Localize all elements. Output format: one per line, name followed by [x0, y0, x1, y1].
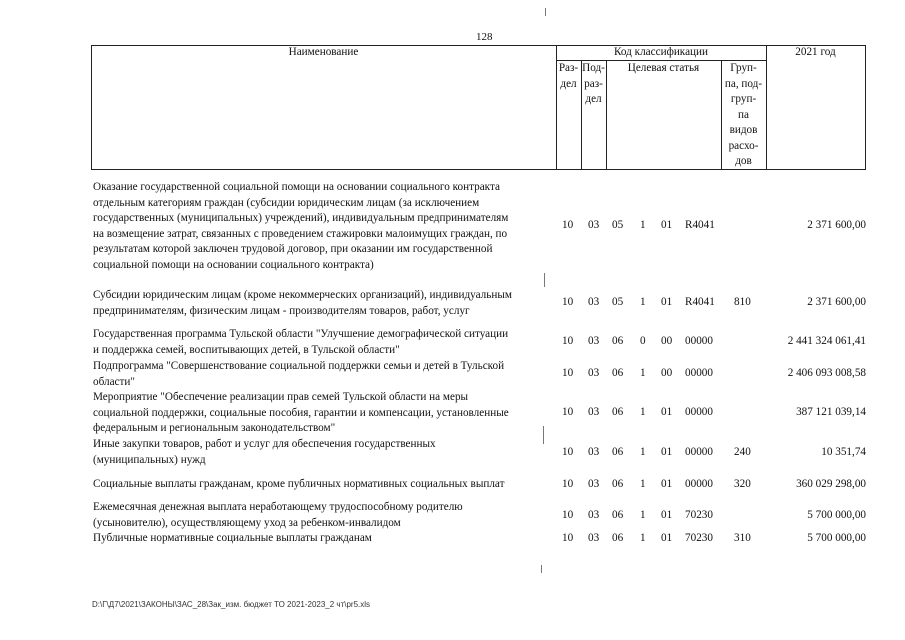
header-podrazdel-line: раз- — [584, 77, 603, 90]
row-cs3: 00 — [661, 367, 673, 379]
row-razdel: 10 — [562, 367, 574, 379]
row-name — [93, 437, 556, 468]
row-name — [93, 390, 556, 437]
row-cs1: 06 — [612, 367, 624, 379]
row-name-line: социальной поддержки, социальные пособия, гарантии и компенсации, установленные — [93, 406, 509, 419]
row-cs3: 00 — [661, 335, 673, 347]
row-podrazdel: 03 — [588, 478, 600, 490]
row-cs4: 00000 — [685, 367, 713, 379]
row-name-line: на возмещение затрат, связанных с проведением стажировки малоимущих граждан, по — [93, 227, 508, 240]
header-group-line: па — [738, 108, 749, 121]
header-podrazdel-line: дел — [585, 93, 602, 105]
row-name-line: государственных (муниципальных) учреждений), индивидуальным предпринимателям — [93, 212, 509, 224]
row-name-line: Социальные выплаты гражданам, кроме публичных нормативных социальных выплат — [93, 478, 505, 490]
row-cs2: 1 — [640, 296, 646, 308]
row-podrazdel: 03 — [588, 335, 600, 347]
row-razdel: 10 — [562, 335, 574, 347]
row-name-line: (усыновителю), осуществляющему уход за ребенком-инвалидом — [93, 516, 401, 529]
row-cs3: 01 — [661, 406, 673, 418]
row-razdel: 10 — [562, 509, 574, 521]
row-name-line: Государственная программа Тульской области "Улучшение демографической ситуации — [93, 328, 509, 340]
row-cs1: 05 — [612, 219, 624, 231]
page-number: 128 — [476, 31, 493, 43]
row-name — [93, 359, 556, 390]
header-podrazdel-line: Под- — [582, 62, 605, 74]
scan-mark — [541, 565, 542, 573]
row-name-line: социальной помощи на основании социального контракта) — [93, 258, 374, 271]
row-cs4: 00000 — [685, 406, 713, 418]
row-razdel: 10 — [562, 296, 574, 308]
row-cs4: R4041 — [685, 296, 715, 308]
row-cs4: 00000 — [685, 446, 713, 458]
row-cs4: 70230 — [685, 532, 713, 544]
row-amount: 5 700 000,00 — [807, 509, 866, 521]
row-cs1: 06 — [612, 532, 624, 544]
row-razdel: 10 — [562, 406, 574, 418]
row-cs2: 0 — [640, 335, 646, 347]
row-cs1: 06 — [612, 406, 624, 418]
row-amount: 2 406 093 008,58 — [787, 367, 866, 379]
header-name: Наименование — [288, 46, 359, 58]
row-name-line: отдельным категориям граждан (субсидии юридическим лицам (за исключением — [93, 196, 480, 209]
row-amount: 387 121 039,14 — [796, 406, 866, 418]
row-cs4: 00000 — [685, 335, 713, 347]
row-razdel: 10 — [562, 219, 574, 231]
row-cs4: R4041 — [685, 219, 715, 231]
row-cs3: 01 — [661, 219, 673, 231]
row-name — [93, 288, 556, 319]
row-name-line: Ежемесячная денежная выплата неработающему трудоспособному родителю — [93, 501, 463, 513]
row-cs2: 1 — [640, 446, 646, 458]
row-group: 320 — [734, 478, 751, 490]
row-name — [93, 180, 556, 273]
row-name-line: области" — [93, 375, 135, 388]
header-year: 2021 год — [795, 46, 836, 58]
row-cs2: 1 — [640, 406, 646, 418]
header-group — [721, 61, 766, 170]
row-name-line: Субсидии юридическим лицам (кроме некоммерческих организаций), индивидуальным — [93, 289, 512, 301]
row-cs4: 70230 — [685, 509, 713, 521]
row-name-line: предпринимателям, физическим лицам - производителям товаров, работ, услуг — [93, 304, 470, 317]
row-name — [93, 477, 556, 493]
row-amount: 2 371 600,00 — [807, 296, 866, 308]
row-name-line: Иные закупки товаров, работ и услуг для обеспечения государственных — [93, 438, 436, 450]
row-podrazdel: 03 — [588, 532, 600, 544]
row-cs3: 01 — [661, 296, 673, 308]
header-podrazdel — [581, 61, 606, 108]
header-group-line: расхо- — [728, 139, 759, 152]
scan-mark — [544, 273, 545, 287]
header-group-line: па, под- — [724, 77, 763, 90]
header-group-line: груп- — [730, 93, 757, 105]
row-amount: 5 700 000,00 — [807, 532, 866, 544]
row-name-line: Мероприятие "Обеспечение реализации прав семей Тульской области на меры — [93, 391, 469, 403]
row-podrazdel: 03 — [588, 509, 600, 521]
row-cs2: 1 — [640, 219, 646, 231]
row-name — [93, 531, 556, 547]
row-cs2: 1 — [640, 532, 646, 544]
header-code: Код классификации — [614, 46, 708, 58]
row-cs1: 06 — [612, 478, 624, 490]
header-group-line: дов — [735, 155, 752, 167]
row-name-line: (муниципальных) нужд — [93, 453, 206, 466]
row-name-line: Оказание государственной социальной помощи на основании социального контракта — [93, 181, 500, 193]
row-podrazdel: 03 — [588, 446, 600, 458]
header-razdel-line: Раз- — [558, 62, 579, 74]
row-group: 310 — [734, 532, 751, 544]
row-podrazdel: 03 — [588, 296, 600, 308]
row-cs1: 06 — [612, 509, 624, 521]
header-group-line: Груп- — [730, 62, 757, 74]
scan-mark — [545, 8, 546, 16]
row-cs3: 01 — [661, 446, 673, 458]
row-name-line: и поддержка семей, воспитывающих детей, в Тульской области" — [93, 343, 400, 356]
row-group: 240 — [734, 446, 751, 458]
row-name — [93, 500, 556, 531]
header-razdel-line: дел — [560, 77, 577, 90]
row-podrazdel: 03 — [588, 367, 600, 379]
row-name-line: результатам которой заключен трудовой договор, при оказании им государственной — [93, 243, 493, 255]
row-cs2: 1 — [640, 367, 646, 379]
row-razdel: 10 — [562, 532, 574, 544]
row-razdel: 10 — [562, 478, 574, 490]
header-target: Целевая статья — [627, 62, 700, 74]
row-cs3: 01 — [661, 478, 673, 490]
row-name-line: Публичные нормативные социальные выплаты гражданам — [93, 532, 372, 544]
row-podrazdel: 03 — [588, 406, 600, 418]
row-cs2: 1 — [640, 478, 646, 490]
row-name-line: Подпрограмма "Совершенствование социальной поддержки семьи и детей в Тульской — [93, 360, 505, 372]
row-amount: 10 351,74 — [821, 446, 866, 458]
row-amount: 2 441 324 061,41 — [787, 335, 866, 347]
row-podrazdel: 03 — [588, 219, 600, 231]
row-cs3: 01 — [661, 509, 673, 521]
row-amount: 360 029 298,00 — [796, 478, 866, 490]
file-path-footer: D:\Г\Д7\2021\ЗАКОНЫ\ЗАС_28\Зак_изм. бюджет ТО 2021-2023_2 чт\pr5.xls — [92, 600, 371, 609]
row-cs2: 1 — [640, 509, 646, 521]
row-cs1: 06 — [612, 446, 624, 458]
header-group-line: видов — [729, 124, 758, 136]
row-group: 810 — [734, 296, 751, 308]
row-cs4: 00000 — [685, 478, 713, 490]
row-name-line: федеральным и региональным законодательством" — [93, 422, 336, 434]
header-razdel — [556, 61, 581, 92]
row-razdel: 10 — [562, 446, 574, 458]
row-amount: 2 371 600,00 — [807, 219, 866, 231]
row-cs1: 06 — [612, 335, 624, 347]
row-cs1: 05 — [612, 296, 624, 308]
row-cs3: 01 — [661, 532, 673, 544]
row-name — [93, 327, 556, 358]
